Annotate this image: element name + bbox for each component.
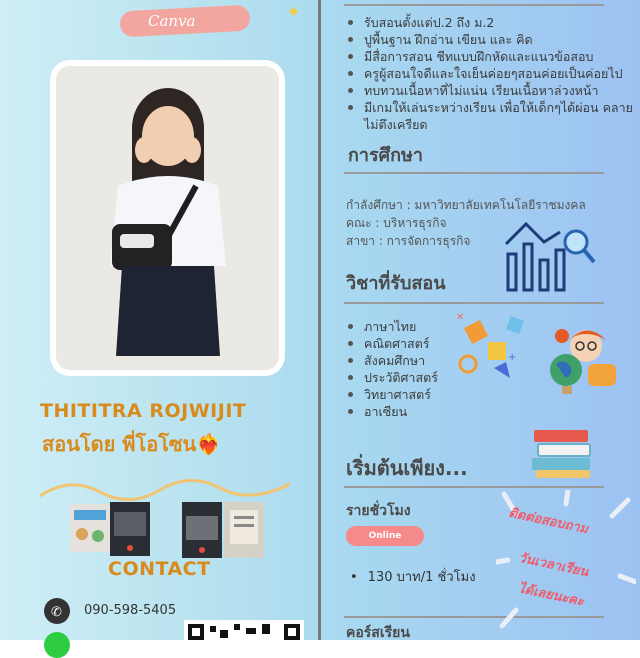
books-stack-icon [528, 428, 598, 480]
class-screenshot-4 [224, 502, 264, 558]
education-faculty: คณะ : บริหารธุรกิจ [346, 216, 447, 230]
about-item: มีสื่อการสอน ชีทแบบฝึกหัดและแนวข้อสอบ [344, 48, 640, 65]
class-screenshot-2 [110, 502, 150, 556]
subject-item: อาเซียน [344, 403, 464, 420]
pricing-heading: เริ่มต้นเพียง... [346, 456, 468, 480]
education-rule [344, 172, 604, 174]
chart-illustration-icon [500, 214, 600, 294]
subject-item: วิทยาศาสตร์ [344, 386, 464, 403]
about-list [344, 14, 640, 133]
sparkle-icon: ✦ [286, 2, 302, 23]
pricing-rule [344, 486, 604, 488]
svg-text:✆: ✆ [51, 605, 62, 620]
hourly-label: รายชั่วโมง [346, 503, 411, 519]
top-rule [344, 4, 604, 6]
about-item: ทบทวนเนื้อหาที่ไม่แน่น เรียนเนื้อหาล่วงหน้า [344, 82, 640, 99]
online-badge: Online [346, 526, 424, 546]
about-item: รับสอนตั้งแต่ป.2 ถึง ม.2 [344, 14, 640, 31]
note-line-2: วันเวลาเรียน [517, 550, 590, 581]
canva-label: Canva [148, 12, 196, 30]
subject-item: สังคมศึกษา [344, 352, 464, 369]
decorative-wave [40, 474, 290, 504]
subject-item: ภาษาไทย [344, 318, 464, 335]
subject-item: คณิตศาสตร์ [344, 335, 464, 352]
profile-photo [56, 66, 279, 370]
contact-heading: CONTACT [108, 558, 211, 580]
hourly-price: • 130 บาท/1 ชั่วโมง [350, 566, 476, 587]
education-university: กำลังศึกษา : มหาวิทยาลัยเทคโนโลยีราชมงคล [346, 198, 586, 212]
phone-number[interactable]: 090-598-5405 [84, 603, 177, 618]
teacher-line: สอนโดย พี่โอโซน❤️‍🔥 [42, 432, 222, 456]
about-item: ครูผู้สอนใจดีและใจเย็นค่อยๆสอนค่อยเป็นค่อยไป [344, 65, 640, 82]
subjects-rule [344, 302, 604, 304]
phone-icon [44, 598, 70, 624]
subjects-heading: วิชาที่รับสอน [346, 273, 446, 294]
course-label: คอร์สเรียน [346, 625, 410, 641]
svg-text:✕: ✕ [456, 312, 465, 323]
qr-code[interactable] [184, 620, 304, 644]
shapes-illustration-icon [444, 308, 534, 388]
education-major: สาขา : การจัดการธุรกิจ [346, 234, 471, 248]
about-item: มีเกมให้เล่นระหว่างเรียน เพื่อให้เด็กๆได้ผ่อน คลายไม่ตึงเครียด [344, 99, 634, 133]
svg-text:+: + [508, 352, 517, 363]
about-item: ปูพื้นฐาน ฝึกอ่าน เขียน และ คิด [344, 31, 640, 48]
subject-item: ประวัติศาสตร์ [344, 369, 464, 386]
line-app-icon[interactable] [44, 632, 70, 658]
education-heading: การศึกษา [348, 145, 423, 166]
girl-globe-icon [544, 320, 624, 396]
teacher-name: THITITRA ROJWIJIT [40, 400, 247, 422]
column-divider [318, 0, 321, 640]
class-screenshot-1 [70, 504, 110, 552]
class-screenshot-3 [182, 502, 222, 558]
note-line-3: ได้เลยนะคะ [516, 581, 586, 610]
note-line-1: ติดต่อสอบถาม [507, 505, 590, 538]
